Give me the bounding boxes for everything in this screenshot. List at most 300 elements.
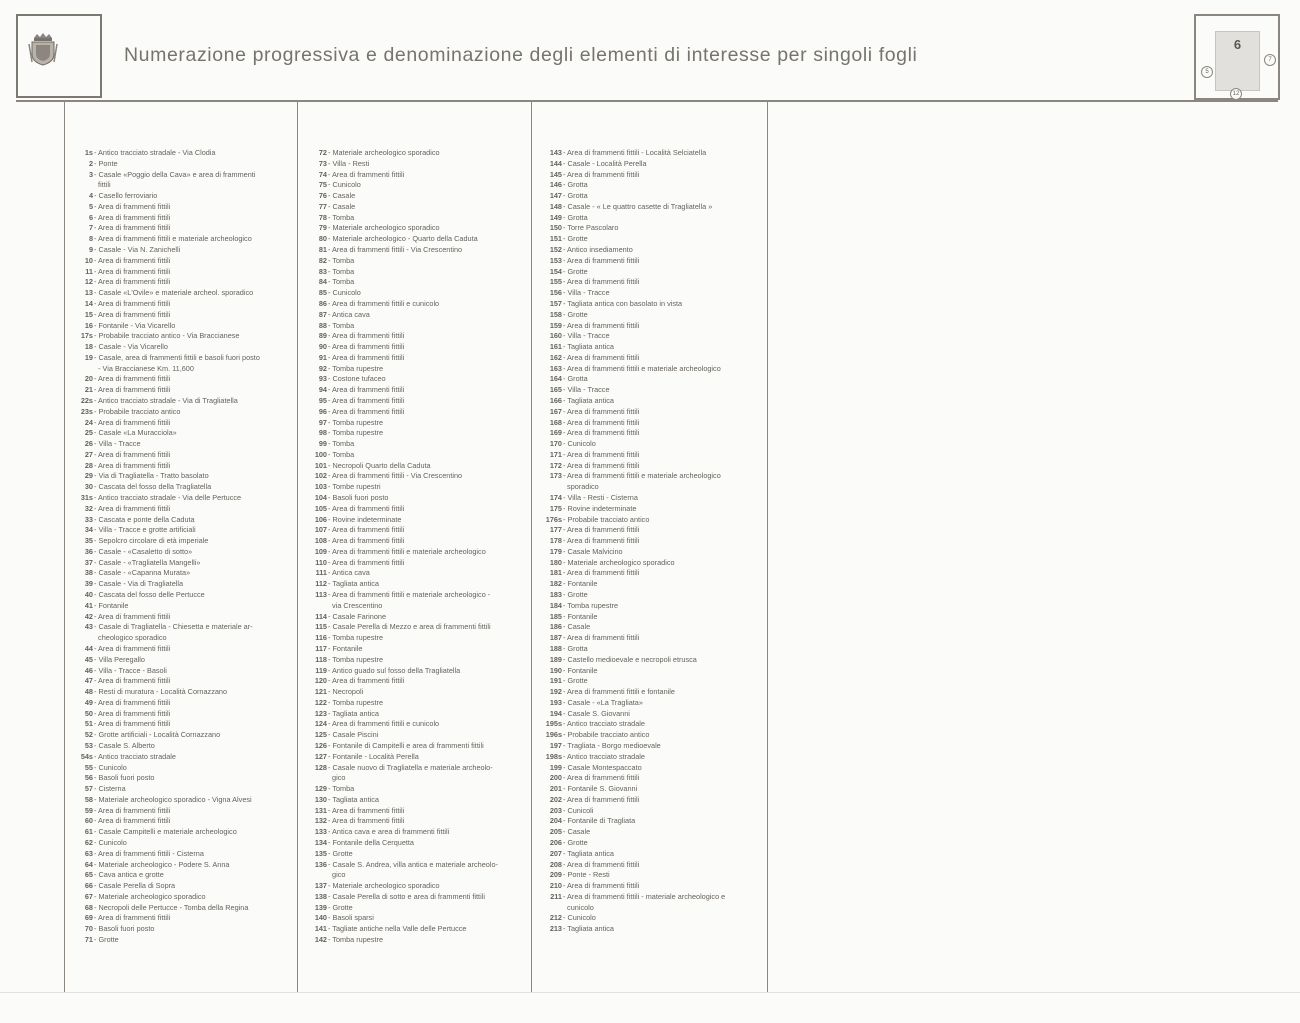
item-label: - Cunicolo bbox=[328, 288, 361, 298]
list-item bbox=[531, 385, 725, 396]
item-number: 162 bbox=[549, 352, 562, 362]
list-item bbox=[62, 342, 260, 353]
list-item bbox=[296, 730, 498, 741]
item-label: - Area di frammenti fittili bbox=[328, 352, 405, 362]
list-item bbox=[62, 935, 260, 946]
item-number: 201 bbox=[549, 784, 562, 794]
item-label: - Casale bbox=[563, 622, 591, 632]
list-item bbox=[531, 374, 725, 385]
item-label: - Villa - Tracce - Basoli bbox=[94, 665, 167, 675]
item-label: - Casale - Via Vicarello bbox=[94, 342, 168, 352]
list-item bbox=[296, 331, 498, 342]
list-item bbox=[531, 170, 725, 181]
list-item bbox=[531, 213, 725, 224]
item-number: 43 bbox=[84, 622, 93, 632]
item-label: - Villa - Resti bbox=[328, 158, 370, 168]
list-item bbox=[531, 396, 725, 407]
list-item bbox=[296, 374, 498, 385]
item-label: - Area di frammenti fittili bbox=[328, 331, 405, 341]
item-number: 27 bbox=[84, 449, 93, 459]
list-item bbox=[531, 159, 725, 170]
list-item bbox=[296, 471, 498, 482]
item-number: 135 bbox=[314, 848, 327, 858]
item-label: - Torre Pascolaro bbox=[563, 223, 619, 233]
list-item bbox=[531, 633, 725, 644]
list-item bbox=[531, 418, 725, 429]
list-item bbox=[531, 860, 725, 871]
item-number: 106 bbox=[314, 514, 327, 524]
item-label: - Area di frammenti fittili bbox=[563, 794, 640, 804]
neighbor-sheet-left: 5 bbox=[1201, 66, 1213, 78]
item-number: 169 bbox=[549, 428, 562, 438]
item-label: - Area di frammenti fittili bbox=[563, 859, 640, 869]
item-number: 179 bbox=[549, 546, 562, 556]
list-item bbox=[296, 428, 498, 439]
item-label: - Villa - Tracce bbox=[563, 331, 610, 341]
list-item bbox=[531, 245, 725, 256]
list-item bbox=[62, 827, 260, 838]
list-item bbox=[62, 148, 260, 159]
item-number: 98 bbox=[318, 428, 327, 438]
list-item bbox=[296, 655, 498, 666]
item-label: - Area di frammenti fittili - Via Crescentino bbox=[328, 471, 463, 481]
item-number: 141 bbox=[314, 924, 327, 934]
item-label: - Casale Malvicino bbox=[563, 546, 623, 556]
list-item bbox=[62, 913, 260, 924]
list-item bbox=[531, 547, 725, 558]
item-label: - Casale bbox=[328, 191, 356, 201]
item-number: 21 bbox=[84, 385, 93, 395]
item-label: - Via di Tragliatella - Tratto basolato bbox=[94, 471, 209, 481]
list-item bbox=[531, 601, 725, 612]
list-item bbox=[62, 525, 260, 536]
item-label: - Casale - Località Perella bbox=[563, 158, 647, 168]
list-item bbox=[296, 698, 498, 709]
list-item bbox=[296, 547, 498, 558]
item-label: - Area di frammenti fittili - materiale archeologico e cunicolo bbox=[563, 891, 726, 912]
item-number: 211 bbox=[550, 891, 562, 901]
list-item bbox=[62, 418, 260, 429]
list-item bbox=[296, 881, 498, 892]
list-item bbox=[296, 321, 498, 332]
item-label: - Antico tracciato stradale - Via delle Pertucce bbox=[94, 493, 242, 502]
item-label: - Cisterna bbox=[94, 784, 126, 794]
list-item bbox=[62, 741, 260, 752]
item-number: 183 bbox=[549, 590, 562, 600]
item-label: - Antica cava bbox=[328, 568, 370, 578]
list-item bbox=[62, 256, 260, 267]
item-label: - Tomba bbox=[328, 266, 355, 276]
list-item bbox=[62, 245, 260, 256]
item-label: - Materiale archeologico sporadico bbox=[328, 148, 440, 157]
list-item bbox=[62, 234, 260, 245]
item-number: 10 bbox=[84, 255, 93, 265]
item-label: - Area di frammenti fittili bbox=[94, 385, 171, 395]
list-item bbox=[296, 482, 498, 493]
column-divider bbox=[767, 100, 768, 992]
list-item bbox=[531, 913, 725, 924]
list-item bbox=[531, 515, 725, 526]
item-label: - Tomba bbox=[328, 439, 355, 449]
list-item bbox=[62, 763, 260, 774]
item-number: 37 bbox=[84, 557, 93, 567]
item-label: - Area di frammenti fittili - Cisterna bbox=[94, 848, 204, 858]
item-label: - Casale, area di frammenti fittili e basoli fuori posto - Via Braccianese Km. 11,600 bbox=[94, 352, 260, 373]
item-label: - Fontanile bbox=[563, 611, 598, 621]
list-item bbox=[62, 870, 260, 881]
item-number: 67 bbox=[84, 891, 93, 901]
item-number: 181 bbox=[549, 568, 562, 578]
item-number: 48 bbox=[84, 687, 93, 697]
item-number: 150 bbox=[549, 223, 562, 233]
list-item bbox=[62, 202, 260, 213]
list-item bbox=[531, 310, 725, 321]
list-item bbox=[62, 515, 260, 526]
item-number: 139 bbox=[314, 902, 327, 912]
item-label: - Area di frammenti fittili bbox=[94, 255, 171, 265]
list-item bbox=[531, 525, 725, 536]
list-item bbox=[62, 191, 260, 202]
list-item bbox=[296, 148, 498, 159]
item-label: - Grotta bbox=[563, 212, 588, 222]
item-number: 132 bbox=[314, 816, 327, 826]
list-item bbox=[296, 170, 498, 181]
item-number: 160 bbox=[549, 331, 562, 341]
list-item bbox=[296, 407, 498, 418]
item-label: - Area di frammenti fittili bbox=[94, 277, 171, 287]
item-number: 125 bbox=[314, 730, 327, 740]
list-item bbox=[296, 159, 498, 170]
list-item bbox=[62, 482, 260, 493]
item-number: 131 bbox=[314, 805, 327, 815]
item-number: 33 bbox=[84, 514, 93, 524]
item-number: 108 bbox=[314, 536, 327, 546]
item-label: - Area di frammenti fittili bbox=[328, 503, 405, 513]
list-item bbox=[531, 299, 725, 310]
item-number: 114 bbox=[315, 611, 327, 621]
item-number: 34 bbox=[84, 525, 93, 535]
item-number: 97 bbox=[318, 417, 327, 427]
list-item bbox=[62, 730, 260, 741]
item-number: 95 bbox=[318, 395, 327, 405]
list-item bbox=[62, 838, 260, 849]
item-label: - Basoli fuori posto bbox=[94, 924, 155, 934]
item-number: 170 bbox=[549, 439, 562, 449]
list-item bbox=[296, 288, 498, 299]
item-label: - Area di frammenti fittili bbox=[563, 633, 640, 643]
item-label: - Tomba rupestre bbox=[328, 417, 384, 427]
list-item bbox=[531, 870, 725, 881]
list-item bbox=[296, 590, 498, 612]
item-number: 13 bbox=[84, 288, 93, 298]
item-number: 152 bbox=[549, 245, 562, 255]
list-item bbox=[531, 536, 725, 547]
item-label: - Area di frammenti fittili bbox=[94, 374, 171, 384]
list-item bbox=[531, 148, 725, 159]
item-number: 81 bbox=[318, 245, 327, 255]
item-label: - Necropoli Quarto della Caduta bbox=[328, 460, 431, 470]
item-number: 14 bbox=[84, 298, 93, 308]
item-number: 103 bbox=[314, 482, 327, 492]
list-item bbox=[62, 849, 260, 860]
item-label: - Area di frammenti fittili e fontanile bbox=[563, 687, 675, 697]
item-label: - Villa - Tracce bbox=[563, 288, 610, 298]
list-item bbox=[531, 849, 725, 860]
list-item bbox=[296, 568, 498, 579]
item-number: 74 bbox=[318, 169, 327, 179]
item-number: 198s bbox=[545, 751, 562, 761]
item-number: 129 bbox=[314, 784, 327, 794]
item-label: - Villa - Tracce bbox=[563, 385, 610, 395]
item-label: - Area di frammenti fittili bbox=[94, 697, 171, 707]
item-number: 64 bbox=[84, 859, 93, 869]
item-label: - Probabile tracciato antico bbox=[563, 514, 650, 524]
item-label: - Fontanile S. Giovanni bbox=[563, 784, 638, 794]
item-number: 146 bbox=[549, 180, 562, 190]
item-number: 102 bbox=[314, 471, 327, 481]
list-item bbox=[62, 450, 260, 461]
item-label: - Casello ferroviario bbox=[94, 191, 158, 201]
list-item bbox=[62, 709, 260, 720]
item-label: - Fontanile bbox=[563, 579, 598, 589]
item-label: - Grotta bbox=[563, 191, 588, 201]
item-number: 203 bbox=[549, 805, 562, 815]
list-item bbox=[531, 288, 725, 299]
list-item bbox=[62, 612, 260, 623]
item-number: 159 bbox=[549, 320, 562, 330]
list-item bbox=[62, 288, 260, 299]
item-number: 107 bbox=[314, 525, 327, 535]
item-number: 46 bbox=[84, 665, 93, 675]
list-item bbox=[531, 881, 725, 892]
item-number: 58 bbox=[84, 794, 93, 804]
item-number: 122 bbox=[314, 697, 327, 707]
item-label: - Casale - «La Tragliata» bbox=[563, 697, 643, 707]
item-label: - Tagliata antica bbox=[328, 794, 379, 804]
item-label: - Tomba bbox=[328, 212, 355, 222]
item-number: 163 bbox=[549, 363, 562, 373]
item-number: 55 bbox=[84, 762, 93, 772]
item-label: - Area di frammenti fittili bbox=[563, 320, 640, 330]
list-item bbox=[296, 299, 498, 310]
list-item bbox=[531, 180, 725, 191]
list-item bbox=[62, 396, 260, 407]
list-item bbox=[531, 666, 725, 677]
item-label: - Materiale archeologico sporadico bbox=[94, 891, 206, 901]
item-number: 189 bbox=[549, 654, 562, 664]
list-item bbox=[296, 493, 498, 504]
list-item bbox=[296, 644, 498, 655]
list-item bbox=[531, 321, 725, 332]
item-label: - Area di frammenti fittili bbox=[563, 277, 640, 287]
item-number: 71 bbox=[84, 935, 93, 945]
item-number: 204 bbox=[549, 816, 562, 826]
item-number: 123 bbox=[314, 708, 327, 718]
list-item bbox=[531, 439, 725, 450]
item-number: 50 bbox=[84, 708, 93, 718]
item-number: 4 bbox=[88, 191, 93, 201]
item-number: 41 bbox=[84, 600, 93, 610]
item-label: - Materiale archeologico sporadico - Vigna Alvesi bbox=[94, 794, 252, 804]
list-item bbox=[62, 159, 260, 170]
list-item bbox=[296, 267, 498, 278]
list-item bbox=[62, 461, 260, 472]
list-item bbox=[531, 838, 725, 849]
item-number: 80 bbox=[318, 234, 327, 244]
item-number: 209 bbox=[549, 870, 562, 880]
item-number: 89 bbox=[318, 331, 327, 341]
list-item bbox=[296, 784, 498, 795]
item-label: - Area di frammenti fittili bbox=[94, 298, 171, 308]
neighbor-sheet-bottom: 12 bbox=[1230, 88, 1242, 100]
item-number: 182 bbox=[549, 579, 562, 589]
list-item bbox=[296, 245, 498, 256]
item-label: - Antica cava e area di frammenti fittili bbox=[328, 827, 450, 837]
list-item bbox=[62, 374, 260, 385]
item-label: - Costone tufaceo bbox=[328, 374, 386, 384]
item-number: 94 bbox=[318, 385, 327, 395]
item-number: 138 bbox=[314, 891, 327, 901]
item-label: - Grotte bbox=[563, 676, 588, 686]
item-label: - Tagliata antica bbox=[563, 924, 614, 934]
item-number: 92 bbox=[318, 363, 327, 373]
item-number: 66 bbox=[84, 881, 93, 891]
item-number: 86 bbox=[318, 298, 327, 308]
list-item bbox=[296, 439, 498, 450]
item-label: - Grotta bbox=[563, 374, 588, 384]
item-label: - Area di frammenti fittili bbox=[328, 525, 405, 535]
item-label: - Villa - Resti - Cisterna bbox=[563, 493, 638, 502]
list-item bbox=[296, 849, 498, 860]
list-item bbox=[62, 773, 260, 784]
list-column-1 bbox=[62, 148, 260, 946]
item-number: 207 bbox=[549, 848, 562, 858]
item-number: 205 bbox=[549, 827, 562, 837]
list-item bbox=[62, 558, 260, 569]
item-label: - Materiale archeologico - Podere S. Anna bbox=[94, 859, 230, 869]
item-number: 197 bbox=[549, 740, 562, 750]
item-number: 68 bbox=[84, 902, 93, 912]
list-item bbox=[531, 741, 725, 752]
item-label: - Area di frammenti fittili e cunicolo bbox=[328, 298, 440, 308]
item-number: 12 bbox=[84, 277, 93, 287]
item-label: - Grotta bbox=[563, 180, 588, 190]
item-label: - Grotte bbox=[563, 590, 588, 600]
list-item bbox=[62, 277, 260, 288]
item-label: - Tomba bbox=[328, 449, 355, 459]
item-label: - Grotte artificiali - Località Cornazzano bbox=[94, 730, 221, 740]
item-number: 184 bbox=[549, 600, 562, 610]
item-number: 63 bbox=[84, 848, 93, 858]
item-label: - Tagliate antiche nella Valle delle Pertucce bbox=[328, 924, 467, 934]
list-item bbox=[531, 331, 725, 342]
item-label: - Antico tracciato stradale bbox=[563, 719, 645, 729]
item-label: - Area di frammenti fittili bbox=[94, 708, 171, 718]
item-number: 83 bbox=[318, 266, 327, 276]
list-item bbox=[296, 277, 498, 288]
item-label: - Area di frammenti fittili bbox=[94, 503, 171, 513]
item-label: - Area di frammenti fittili bbox=[328, 385, 405, 395]
item-label: - Casale «La Muracciola» bbox=[94, 428, 177, 438]
item-number: 128 bbox=[314, 762, 327, 772]
item-number: 142 bbox=[314, 935, 327, 945]
item-number: 24 bbox=[84, 417, 93, 427]
list-item bbox=[62, 784, 260, 795]
item-label: - Fontanile di Tragliata bbox=[563, 816, 636, 826]
item-label: - Resti di muratura - Località Cornazzano bbox=[94, 687, 228, 697]
item-label: - Necropoli bbox=[328, 687, 364, 697]
list-item bbox=[531, 277, 725, 288]
item-number: 140 bbox=[314, 913, 327, 923]
item-number: 176s bbox=[545, 514, 562, 524]
item-number: 210 bbox=[549, 881, 562, 891]
list-item bbox=[531, 450, 725, 461]
item-label: - Materiale archeologico sporadico bbox=[563, 557, 675, 567]
list-item bbox=[62, 892, 260, 903]
item-label: - Basoli sparsi bbox=[328, 913, 374, 923]
item-label: - Cascata e ponte della Caduta bbox=[94, 514, 195, 524]
list-item bbox=[296, 666, 498, 677]
item-number: 11 bbox=[85, 266, 93, 276]
item-label: - Area di frammenti fittili bbox=[563, 525, 640, 535]
list-item bbox=[296, 213, 498, 224]
item-label: - Antico tracciato stradale - Via di Tragliatella bbox=[94, 395, 238, 405]
list-item bbox=[62, 579, 260, 590]
item-number: 116 bbox=[315, 633, 327, 643]
item-label: - Cunicolo bbox=[328, 180, 361, 190]
item-label: - Tomba bbox=[328, 320, 355, 330]
item-label: - Probabile tracciato antico - Via Braccianese bbox=[94, 331, 240, 341]
item-label: - Grotte bbox=[563, 266, 588, 276]
item-label: - Ponte - Resti bbox=[563, 870, 610, 880]
item-number: 187 bbox=[549, 633, 562, 643]
list-item bbox=[296, 816, 498, 827]
item-number: 213 bbox=[549, 924, 562, 934]
item-number: 134 bbox=[314, 838, 327, 847]
item-label: - Tomba rupestre bbox=[328, 363, 384, 373]
item-label: - Area di frammenti fittili bbox=[563, 406, 640, 416]
list-item bbox=[531, 806, 725, 817]
list-item bbox=[531, 644, 725, 655]
item-label: - Casale Perella di Sopra bbox=[94, 881, 176, 891]
list-item bbox=[531, 504, 725, 515]
neighbor-sheet-right: 7 bbox=[1264, 54, 1276, 66]
item-number: 119 bbox=[315, 665, 327, 675]
item-number: 151 bbox=[549, 234, 562, 244]
list-item bbox=[296, 913, 498, 924]
item-label: - Villa - Tracce bbox=[94, 439, 141, 449]
list-item bbox=[62, 655, 260, 666]
item-number: 212 bbox=[549, 913, 562, 923]
item-label: - Tomba rupestre bbox=[328, 697, 384, 707]
item-label: - Casale - Via di Tragliatella bbox=[94, 579, 184, 589]
item-label: - Tomba rupestre bbox=[328, 935, 384, 945]
item-label: - Tomba rupestre bbox=[328, 428, 384, 438]
list-item bbox=[62, 331, 260, 342]
item-number: 9 bbox=[88, 245, 93, 255]
list-item bbox=[531, 471, 725, 493]
list-item bbox=[296, 676, 498, 687]
list-item bbox=[62, 428, 260, 439]
item-label: - Casale bbox=[563, 827, 591, 837]
list-item bbox=[531, 223, 725, 234]
list-item bbox=[296, 924, 498, 935]
item-label: - Cunicolo bbox=[94, 838, 127, 847]
item-label: - Grotte bbox=[563, 309, 588, 319]
list-item bbox=[531, 698, 725, 709]
item-number: 111 bbox=[315, 568, 327, 578]
item-number: 154 bbox=[549, 266, 562, 276]
